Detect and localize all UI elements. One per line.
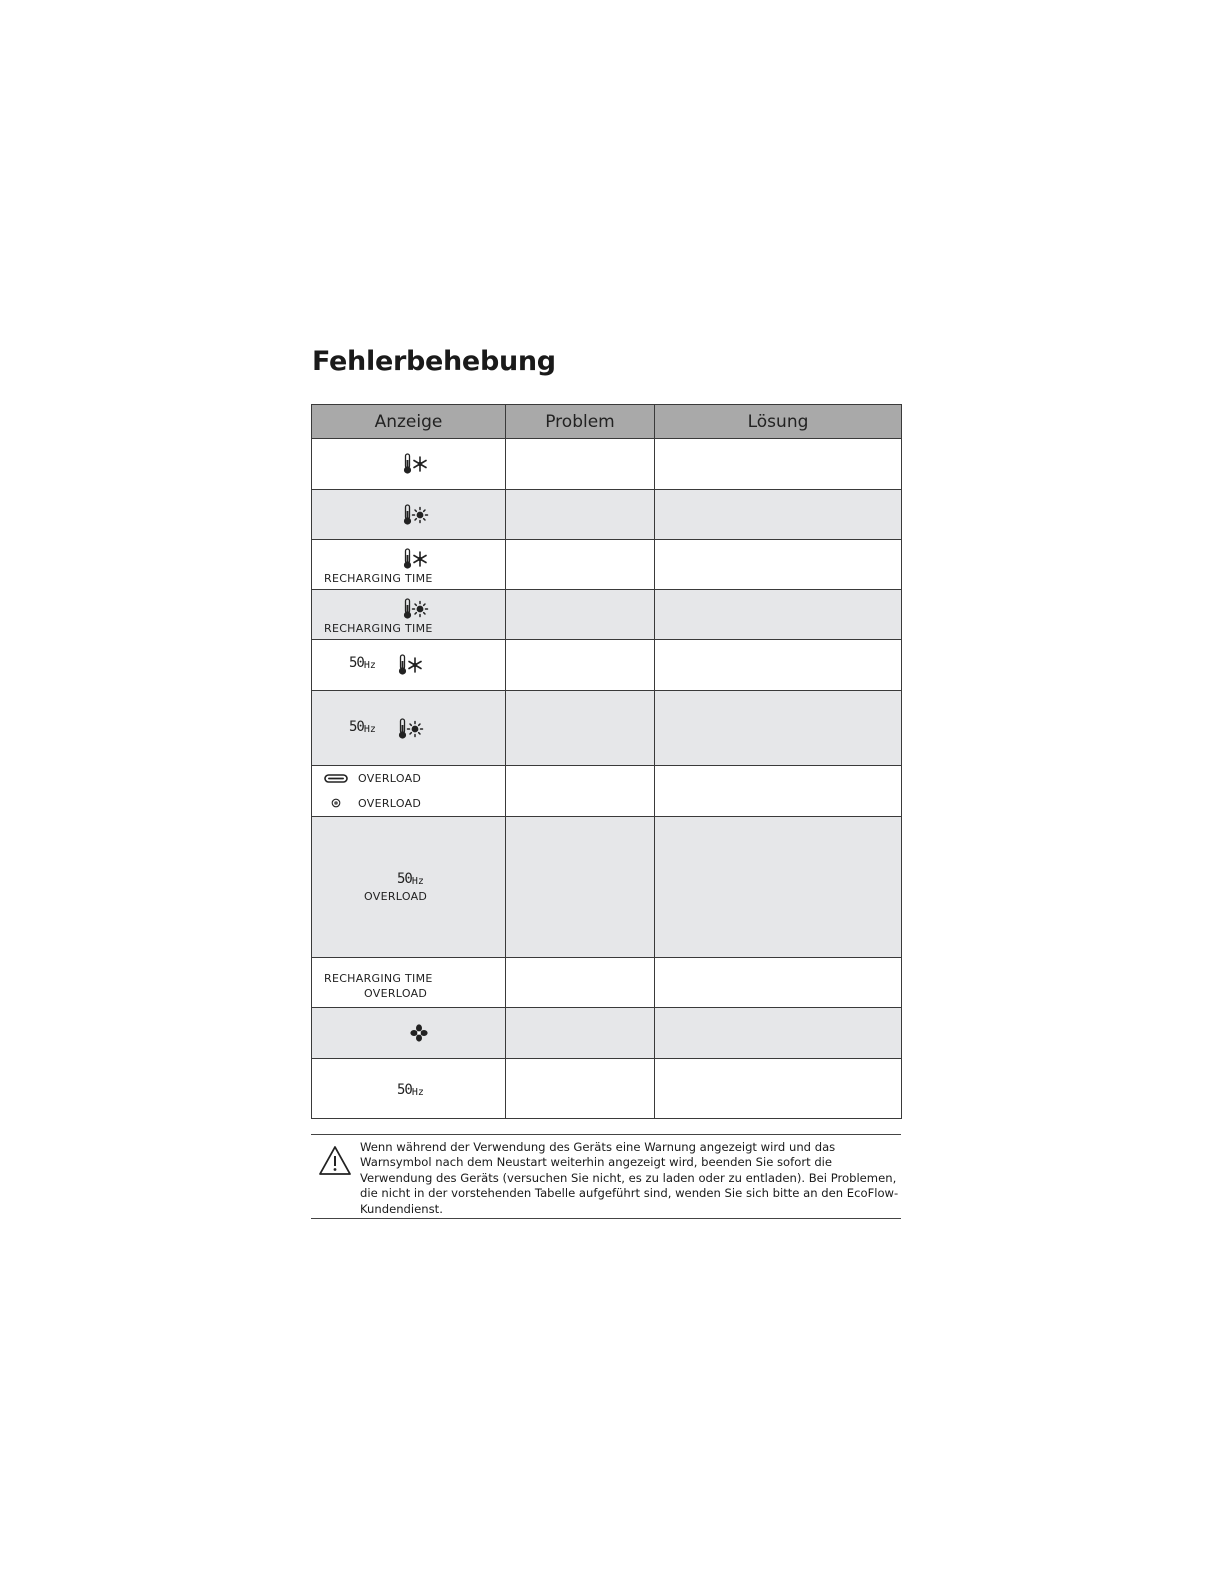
frequency-display: [349, 655, 376, 671]
problem-cell: [506, 590, 655, 640]
problem-cell: [506, 817, 655, 958]
display-cell: [312, 1059, 506, 1119]
table-row: [312, 691, 902, 766]
display-cell: [312, 439, 506, 490]
fan-icon: [410, 1024, 428, 1042]
frequency-display: [349, 719, 376, 735]
problem-cell: [506, 958, 655, 1008]
display-cell: [312, 691, 506, 766]
problem-cell: [506, 1059, 655, 1119]
warning-note: [311, 1134, 901, 1219]
solution-cell: [655, 1059, 902, 1119]
frequency-value: 50: [397, 1082, 412, 1098]
table-row: [312, 640, 902, 691]
solution-cell: [655, 691, 902, 766]
thermometer-hot-icon: [398, 718, 424, 740]
table-row: [312, 590, 902, 640]
thermometer-cold-icon: [403, 453, 429, 475]
header-solution: Lösung: [655, 405, 902, 439]
warning-triangle-icon: [318, 1145, 352, 1177]
problem-cell: [506, 766, 655, 817]
table-row: [312, 439, 902, 490]
frequency-unit: Hz: [363, 724, 376, 735]
overload-label: OVERLOAD: [358, 772, 422, 785]
frequency-value: 50: [349, 655, 364, 671]
table-row: [312, 766, 902, 817]
thermometer-cold-icon: [398, 654, 424, 676]
problem-cell: [506, 490, 655, 540]
page-title: Fehlerbehebung: [312, 346, 556, 377]
frequency-display: [397, 871, 424, 887]
overload-label: OVERLOAD: [364, 890, 428, 903]
solution-cell: [655, 817, 902, 958]
table-header-row: [312, 405, 902, 439]
display-cell: [312, 490, 506, 540]
frequency-unit: Hz: [411, 876, 424, 887]
solution-cell: [655, 766, 902, 817]
display-cell: [312, 1008, 506, 1059]
thermometer-cold-icon: [403, 548, 429, 570]
overload-label: OVERLOAD: [364, 987, 428, 1000]
display-cell: [312, 640, 506, 691]
usb-c-port-icon: [324, 774, 348, 783]
thermometer-hot-icon: [403, 504, 429, 526]
solution-cell: [655, 640, 902, 691]
solution-cell: [655, 439, 902, 490]
overload-label: OVERLOAD: [358, 797, 422, 810]
frequency-value: 50: [349, 719, 364, 735]
solution-cell: [655, 540, 902, 590]
problem-cell: [506, 691, 655, 766]
frequency-display: [397, 1082, 424, 1098]
troubleshooting-table: [311, 404, 902, 1119]
problem-cell: [506, 439, 655, 490]
problem-cell: [506, 540, 655, 590]
table-row: [312, 490, 902, 540]
display-cell: [312, 817, 506, 958]
display-cell: [312, 590, 506, 640]
header-problem: Problem: [506, 405, 655, 439]
recharging-time-label: RECHARGING TIME: [324, 972, 433, 985]
warning-text: Wenn während der Verwendung des Geräts eine Warnung angezeigt wird und das Warnsymbol nach dem Neustart weiterhin angezeigt wird, beenden Sie sofort die Verwendung des Geräts (versuchen Sie nicht, es zu laden oder zu entladen). Bei Problemen, die nicht in der vorstehenden Tabelle aufgeführt sind, wenden Sie sich bitte an den EcoFlow-Kundendienst.: [360, 1140, 899, 1216]
solution-cell: [655, 590, 902, 640]
frequency-unit: Hz: [411, 1087, 424, 1098]
solution-cell: [655, 1008, 902, 1059]
display-cell: [312, 540, 506, 590]
display-cell: [312, 958, 506, 1008]
display-cell: [312, 766, 506, 817]
table-row: [312, 1008, 902, 1059]
frequency-value: 50: [397, 871, 412, 887]
recharging-time-label: RECHARGING TIME: [324, 572, 433, 585]
table-row: [312, 1059, 902, 1119]
solution-cell: [655, 490, 902, 540]
dc-port-icon: [331, 798, 341, 808]
problem-cell: [506, 640, 655, 691]
problem-cell: [506, 1008, 655, 1059]
table-row: [312, 817, 902, 958]
frequency-unit: Hz: [363, 660, 376, 671]
solution-cell: [655, 958, 902, 1008]
table-row: [312, 540, 902, 590]
table-row: [312, 958, 902, 1008]
thermometer-hot-icon: [403, 598, 429, 620]
recharging-time-label: RECHARGING TIME: [324, 622, 433, 635]
header-display: Anzeige: [312, 405, 506, 439]
